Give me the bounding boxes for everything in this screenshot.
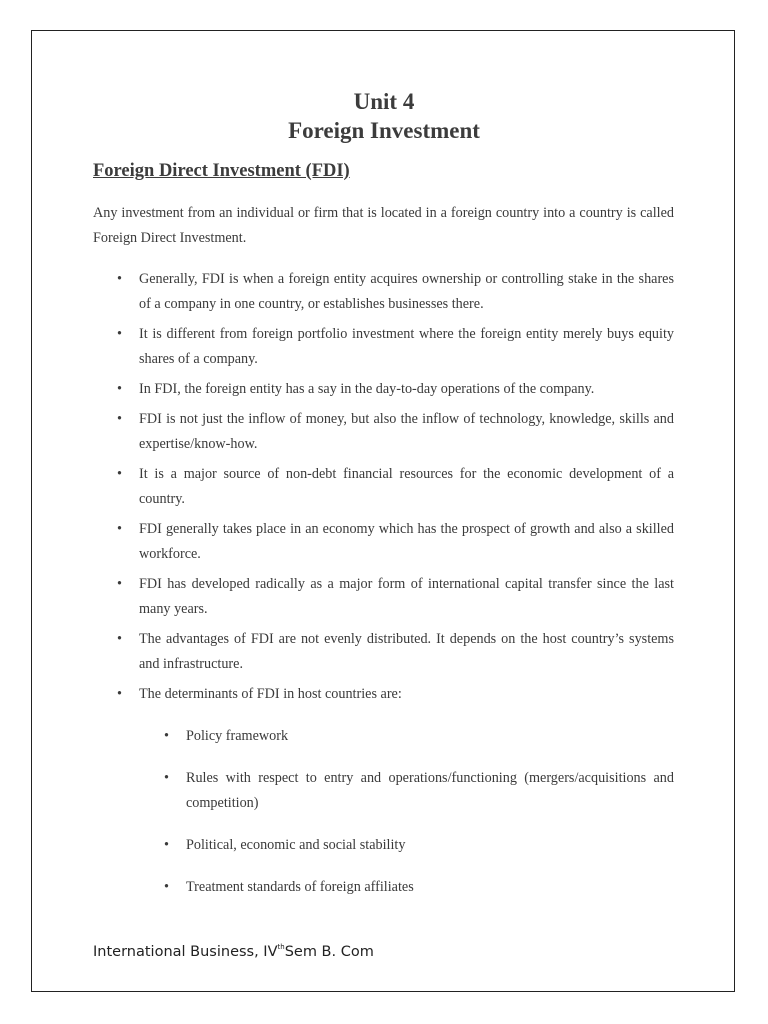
list-item <box>117 267 674 317</box>
list-item <box>117 572 674 622</box>
unit-title: Foreign Investment <box>288 118 480 143</box>
page-footer <box>93 943 374 960</box>
list-item-text: FDI is not just the inflow of money, but also the inflow of technology, knowledge, skills and expertise/know-how. <box>139 411 674 452</box>
sub-list-item-text: Policy framework <box>186 728 289 744</box>
list-item <box>117 322 674 372</box>
list-item <box>117 462 674 512</box>
list-item <box>117 407 674 457</box>
list-item <box>117 517 674 567</box>
bullet-icon: • <box>117 631 122 647</box>
bullet-icon: • <box>117 686 122 702</box>
footer-suffix: Sem B. Com <box>284 944 374 960</box>
list-item <box>117 682 674 707</box>
list-item-text: It is different from foreign portfolio investment where the foreign entity merely buys equity shares of a company. <box>139 326 674 367</box>
page-title <box>0 87 768 145</box>
footer-superscript: th <box>277 943 285 951</box>
bullet-icon: • <box>117 521 122 537</box>
bullet-icon: • <box>164 837 169 853</box>
list-item-text: The advantages of FDI are not evenly distributed. It depends on the host country’s systems and infrastructure. <box>139 631 674 672</box>
bullet-icon: • <box>117 326 122 342</box>
unit-number: Unit 4 <box>353 89 415 114</box>
list-item <box>117 627 674 677</box>
list-item-text: Generally, FDI is when a foreign entity acquires ownership or controlling stake in the shares of a company in one country, or establishes businesses there. <box>139 271 674 312</box>
bullet-icon: • <box>117 411 122 427</box>
fdi-points-list <box>117 267 674 712</box>
list-item-text: FDI generally takes place in an economy which has the prospect of growth and also a skilled workforce. <box>139 521 674 562</box>
sub-list-item <box>164 766 674 816</box>
section-heading: Foreign Direct Investment (FDI) <box>93 161 350 181</box>
determinants-list <box>164 724 674 917</box>
sub-list-item <box>164 833 674 858</box>
intro-paragraph: Any investment from an individual or firm that is located in a foreign country into a country is called Foreign Direct Investment. <box>93 205 674 246</box>
footer-prefix: International Business, IV <box>93 944 278 960</box>
sub-list-item <box>164 875 674 900</box>
list-item-text: FDI has developed radically as a major form of international capital transfer since the last many years. <box>139 576 674 617</box>
bullet-icon: • <box>164 879 169 895</box>
bullet-icon: • <box>117 576 122 592</box>
sub-list-item-text: Rules with respect to entry and operations/functioning (mergers/acquisitions and competition) <box>186 770 674 811</box>
sub-list-item <box>164 724 674 749</box>
list-item <box>117 377 674 402</box>
bullet-icon: • <box>117 271 122 287</box>
bullet-icon: • <box>164 728 169 744</box>
list-item-text: The determinants of FDI in host countries are: <box>139 686 402 702</box>
list-item-text: In FDI, the foreign entity has a say in the day-to-day operations of the company. <box>139 381 595 397</box>
list-item-text: It is a major source of non-debt financial resources for the economic development of a country. <box>139 466 674 507</box>
bullet-icon: • <box>117 381 122 397</box>
sub-list-item-text: Political, economic and social stability <box>186 837 406 853</box>
sub-list-item-text: Treatment standards of foreign affiliates <box>186 879 414 895</box>
bullet-icon: • <box>164 770 169 786</box>
bullet-icon: • <box>117 466 122 482</box>
